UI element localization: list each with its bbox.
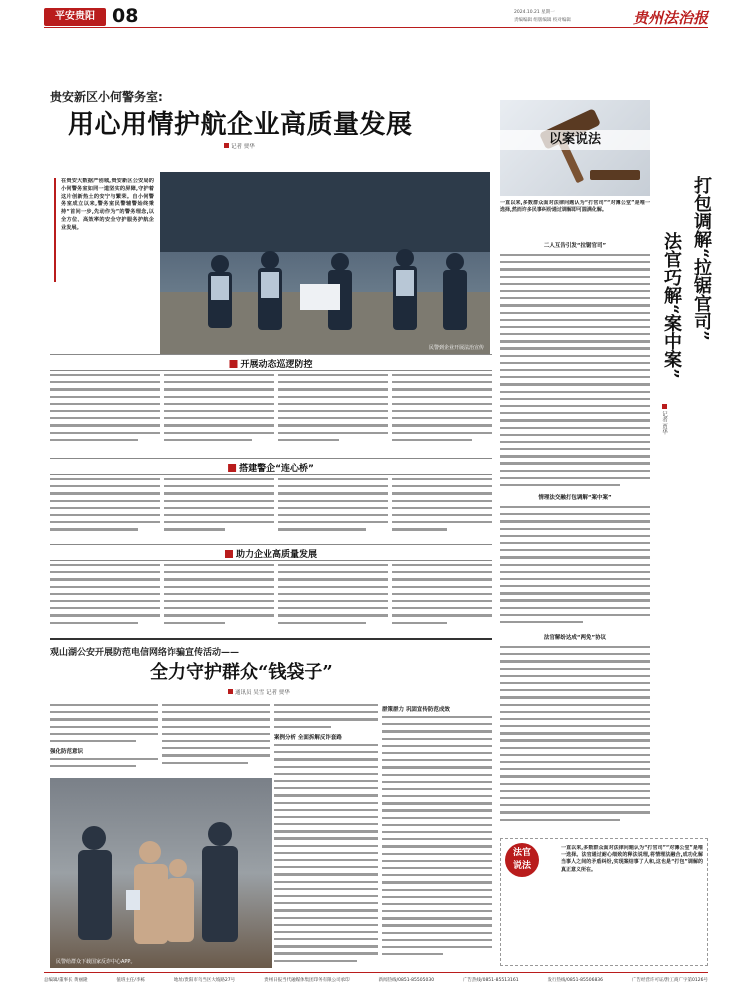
anti-fraud-byline xyxy=(228,688,290,696)
byline-mark xyxy=(662,404,667,409)
section-tag xyxy=(44,8,106,26)
footer xyxy=(44,972,708,984)
body-text-block xyxy=(274,744,378,974)
byline-mark xyxy=(228,689,233,694)
footer-item: 贵州日报当代融媒体集团印务有限公司承印 xyxy=(264,977,350,983)
case-talk-intro: 一直以来,多数群众面对法律问题认为“打官司”“对簿公堂”是唯一选择,然而许多民事纠纷通过调解即可圆满化解。 xyxy=(500,200,650,214)
body-text-block xyxy=(500,254,650,490)
body-text-block xyxy=(278,374,388,454)
police-officers-illustration xyxy=(160,172,490,354)
section-label xyxy=(223,357,318,370)
body-text-block xyxy=(50,704,158,746)
body-text-block xyxy=(392,374,492,454)
section-label xyxy=(222,461,320,474)
case-talk-label-bar xyxy=(500,130,650,150)
body-text-block xyxy=(50,374,160,454)
headline: 用心用情护航企业高质量发展 xyxy=(68,110,413,140)
case-vertical-title-2: 法官巧解“案中案” xyxy=(661,232,682,379)
anti-fraud-col-4 xyxy=(382,704,492,974)
judge-comment-badge xyxy=(505,843,539,877)
case-talk-title: 以案说法 xyxy=(548,132,601,147)
section-title: 搭建警企“连心桥” xyxy=(239,464,314,474)
anti-fraud-kicker: 观山湖公安开展防范电信网络诈骗宣传活动—— xyxy=(50,648,240,658)
byline-text: 记者 贾华 xyxy=(231,144,255,150)
subhead: 群策群力 巩固宣传防范成效 xyxy=(382,707,450,713)
anti-fraud-photo xyxy=(50,778,272,968)
body-text-block xyxy=(164,564,274,632)
intro-box xyxy=(54,178,154,282)
judge-comment-box xyxy=(500,838,708,966)
byline xyxy=(224,142,255,150)
footer-item: 新闻热线/0851-85505030 xyxy=(378,977,435,983)
body-text-block xyxy=(392,478,492,540)
body-text-block xyxy=(164,374,274,454)
section-marker xyxy=(229,360,237,368)
case-vertical-byline xyxy=(660,404,668,435)
kicker: 贵安新区小何警务室: xyxy=(50,90,163,104)
footer-item: 广告经营许可证/黔工商广字第0126号 xyxy=(632,977,708,983)
section-name: 平安贵阳 xyxy=(55,11,95,22)
byline-mark xyxy=(224,143,229,148)
judge-comment-label: 法官说法 xyxy=(512,848,531,871)
subhead: 案例分析 全面拆解反诈套路 xyxy=(274,735,342,741)
body-text-block xyxy=(382,716,492,968)
byline-text: 记者 贾华 xyxy=(661,411,667,435)
section-header-2 xyxy=(50,458,492,475)
case-vertical-title-1: 打包调解“拉锯官司” xyxy=(691,176,712,341)
body-text-block xyxy=(50,758,158,772)
paper-logo: 贵州法治报 xyxy=(632,9,708,27)
anti-fraud-title: 全力守护群众“钱袋子” xyxy=(150,662,333,683)
body-text-block xyxy=(278,478,388,540)
main-photo xyxy=(160,172,490,354)
section-title: 助力企业高质量发展 xyxy=(235,550,318,560)
body-text-block xyxy=(278,564,388,632)
case-talk-banner xyxy=(500,100,650,196)
page-number: 08 xyxy=(112,5,139,27)
section-header-1 xyxy=(50,354,492,371)
anti-fraud-photo-caption: 民警给群众下载国家反诈中心APP。 xyxy=(56,959,136,965)
footer-item: 广告热线/0851-85513161 xyxy=(463,977,519,983)
body-text-block xyxy=(500,506,650,630)
masthead xyxy=(44,6,708,28)
body-text-block xyxy=(50,564,160,632)
main-photo-caption: 民警到企业开展法治宣传 xyxy=(428,345,484,351)
section-label xyxy=(219,547,323,560)
body-text-block xyxy=(392,564,492,632)
case-subhead-3: 法官解纷达成“两免”协议 xyxy=(543,635,607,641)
intro-text: 在贵安大数据产创城,贵安新区公安局的小何警务室如同一道坚实的屏障,守护着这片创新热土的安宁与繁荣。自小何警务室成立以来,警务室民警辅警始终秉持“首问一步,先动作为”的警务理念,以全方位、高效率的安全守护服务护航企业发展。 xyxy=(61,178,154,231)
body-text-block xyxy=(162,704,270,774)
footer-item: 发行热线/0851-85506836 xyxy=(547,977,604,983)
section-title: 开展动态巡逻防控 xyxy=(240,360,313,370)
body-text-block xyxy=(50,478,160,540)
footer-item: 地址/贵阳市乌当区大坡路27号 xyxy=(173,977,236,983)
officers-with-residents-illustration xyxy=(50,778,272,968)
body-text-block xyxy=(164,478,274,540)
body-text-block xyxy=(274,704,378,732)
byline-text: 通讯员 吴雪 记者 贾华 xyxy=(235,690,290,696)
case-subhead-1: 二人互告引发“拉锯官司” xyxy=(543,243,607,249)
subhead: 强化防范意识 xyxy=(50,749,84,755)
case-subhead-2: 情理法交融打包调解“案中案” xyxy=(538,495,612,501)
judge-comment-text: 一直以来,多数群众面对法律问题认为“打官司”“对簿公堂”是唯一选择。法官通过耐心细致的释法说理,将情理法融合,成功化解当事人之间的矛盾纠纷,实现案结事了人和,这也是“打包”调解的真正意义所在。 xyxy=(561,845,703,873)
anti-fraud-divider xyxy=(50,638,492,640)
issue-date: 2024.10.21 星期一 xyxy=(514,10,555,15)
body-text-block xyxy=(500,646,650,832)
section-marker xyxy=(225,550,233,558)
editor-credits: 责编编辑 组版编辑 校对编辑 xyxy=(514,18,571,23)
footer-item: 总编辑/董事长 黄丽隆 xyxy=(44,977,88,983)
section-marker xyxy=(228,464,236,472)
footer-item: 值班主任/李栋 xyxy=(116,977,145,983)
section-header-3 xyxy=(50,544,492,561)
anti-fraud-col-3 xyxy=(274,704,378,974)
